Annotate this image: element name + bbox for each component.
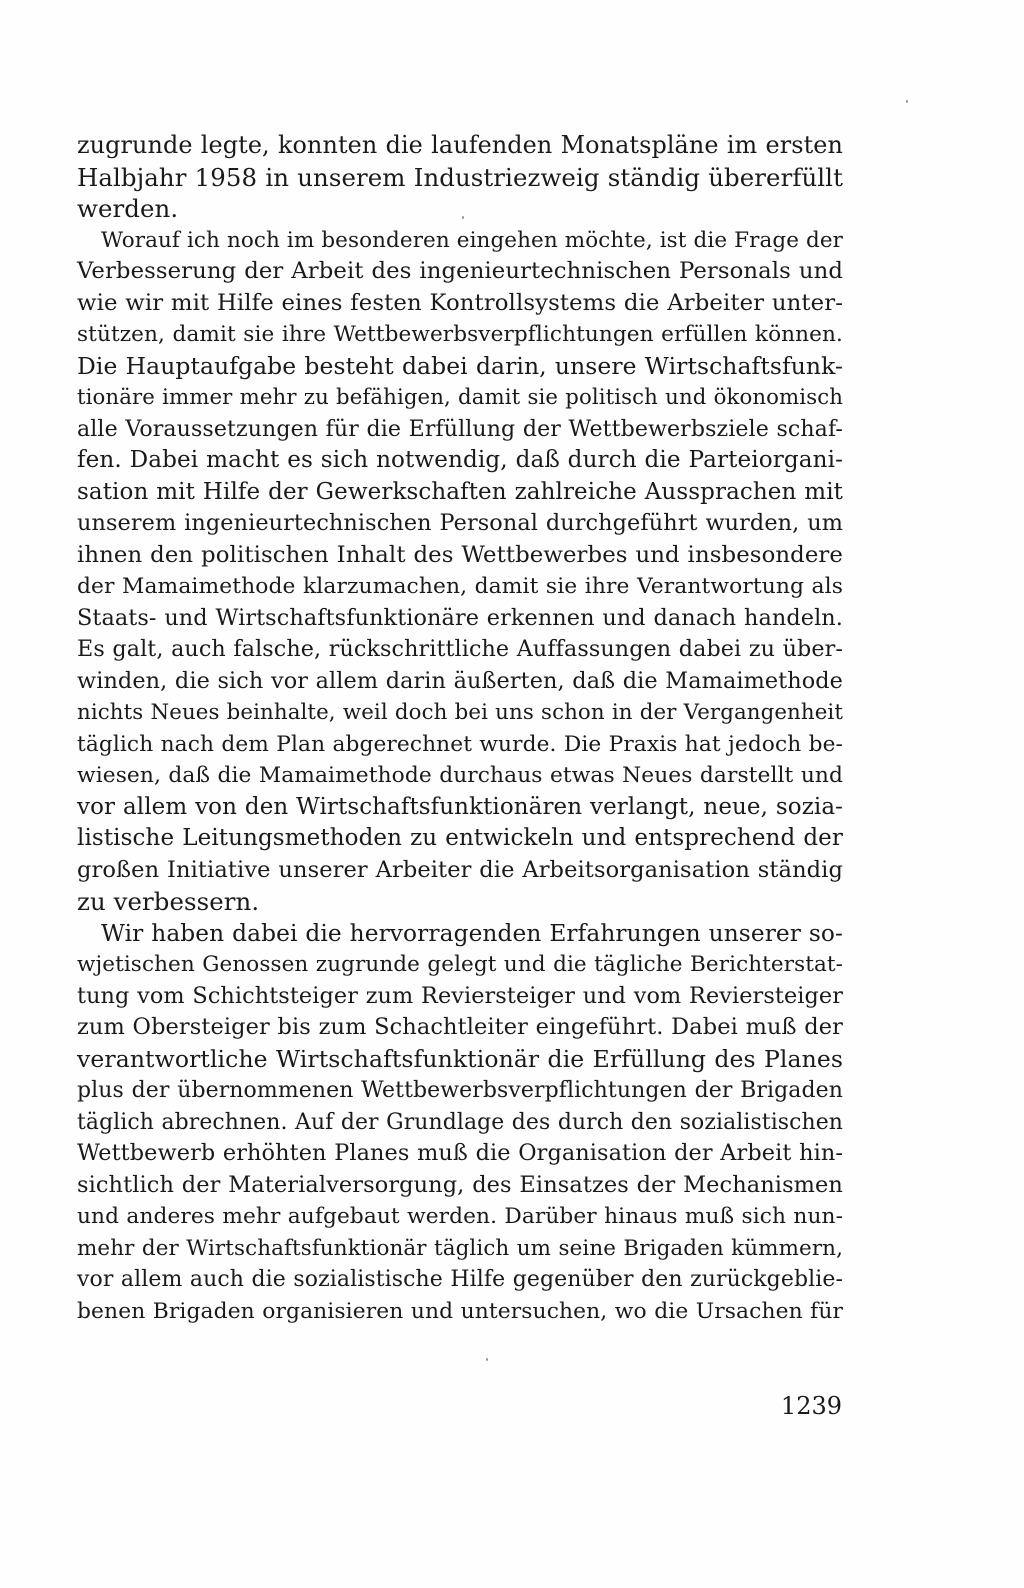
text-line: wjetischen Genossen zugrunde gelegt und die tägliche Berichterstat-	[77, 952, 843, 977]
text-line: alle Voraussetzungen für die Erfüllung der Wettbewerbsziele schaf-	[77, 416, 843, 442]
text-line: Verbesserung der Arbeit des ingenieurtechnischen Personals und	[77, 258, 843, 284]
text-line: zum Obersteiger bis zum Schachtleiter eingeführt. Dabei muß der	[77, 1014, 843, 1040]
text-line: fen. Dabei macht es sich notwendig, daß durch die Parteiorgani-	[77, 447, 843, 473]
text-line: und anderes mehr aufgebaut werden. Darüber hinaus muß sich nun-	[77, 1204, 843, 1229]
scan-speck	[906, 100, 908, 103]
text-line: großen Initiative unserer Arbeiter die Arbeitsorganisation ständig	[77, 856, 843, 883]
body-text	[77, 130, 843, 1327]
text-line: vor allem auch die sozialistische Hilfe gegenüber den zurückgeblie-	[77, 1267, 843, 1292]
text-line: listische Leitungsmethoden zu entwickeln und entsprechend der	[77, 825, 843, 851]
text-line: winden, die sich vor allem darin äußerten, daß die Mamaimethode	[77, 667, 843, 694]
text-line: tung vom Schichtsteiger zum Reviersteiger und vom Reviersteiger	[77, 982, 843, 1009]
text-line: zu verbessern.	[77, 887, 260, 916]
text-line: der Mamaimethode klarzumachen, damit sie ihre Verantwortung als	[77, 574, 843, 599]
scan-speck	[462, 216, 464, 219]
text-line: Halbjahr 1958 in unserem Industriezweig ständig übererfüllt	[77, 162, 843, 192]
text-line: nichts Neues beinhalte, weil doch bei uns schon in der Vergangenheit	[77, 700, 843, 725]
text-line: täglich abrechnen. Auf der Grundlage des durch den sozialistischen	[77, 1109, 843, 1135]
text-line: sation mit Hilfe der Gewerkschaften zahlreiche Aussprachen mit	[77, 478, 843, 505]
text-line: Die Hauptaufgabe besteht dabei darin, unsere Wirtschaftsfunk-	[77, 351, 843, 380]
text-line: wie wir mit Hilfe eines festen Kontrollsystems die Arbeiter unter-	[77, 289, 843, 316]
text-line: mehr der Wirtschaftsfunktionär täglich um seine Brigaden kümmern,	[77, 1235, 843, 1261]
text-line: sichtlich der Materialversorgung, des Einsatzes der Mechanismen	[77, 1171, 843, 1198]
text-line: stützen, damit sie ihre Wettbewerbsverpflichtungen erfüllen können.	[77, 322, 843, 347]
text-line: Es galt, auch falsche, rückschrittliche Auffassungen dabei zu über-	[77, 636, 843, 662]
text-line: ihnen den politischen Inhalt des Wettbewerbes und insbesondere	[77, 541, 843, 568]
text-line: benen Brigaden organisieren und untersuchen, wo die Ursachen für	[77, 1298, 843, 1324]
text-line: vor allem von den Wirtschaftsfunktionären verlangt, neue, sozia-	[77, 793, 843, 820]
scan-speck	[486, 1358, 488, 1361]
text-line: Wir haben dabei die hervorragenden Erfahrungen unserer so-	[101, 919, 843, 947]
text-line: unserem ingenieurtechnischen Personal durchgeführt wurden, um	[77, 510, 843, 536]
text-line: wiesen, daß die Mamaimethode durchaus etwas Neues darstellt und	[77, 763, 843, 788]
text-line: Staats- und Wirtschaftsfunktionäre erkennen und danach handeln.	[77, 604, 843, 631]
text-line: zugrunde legte, konnten die laufenden Monatspläne im ersten	[77, 131, 843, 159]
text-line: werden.	[77, 194, 179, 223]
text-line: verantwortliche Wirtschaftsfunktionär die Erfüllung des Planes	[77, 1044, 843, 1073]
page-number: 1239	[780, 1392, 842, 1420]
text-line: plus der übernommenen Wettbewerbsverpflichtungen der Brigaden	[77, 1078, 843, 1103]
text-line: Wettbewerb erhöhten Planes muß die Organisation der Arbeit hin-	[77, 1140, 843, 1166]
text-line: täglich nach dem Plan abgerechnet wurde. Die Praxis hat jedoch be-	[77, 731, 843, 757]
text-line: tionäre immer mehr zu befähigen, damit sie politisch und ökonomisch	[77, 385, 843, 410]
text-line: Worauf ich noch im besonderen eingehen möchte, ist die Frage der	[101, 227, 843, 253]
